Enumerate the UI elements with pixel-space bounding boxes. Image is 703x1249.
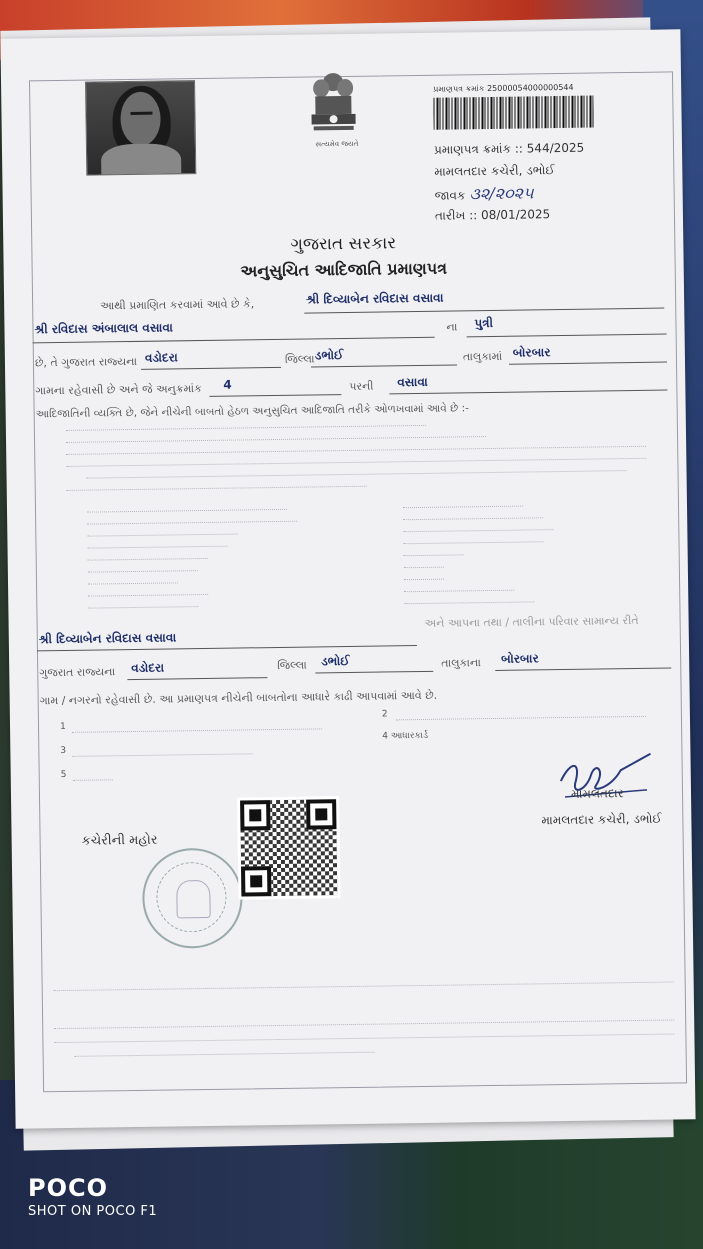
state-city: વડોદરા: [144, 350, 178, 365]
caste-label: પરની: [349, 379, 374, 393]
barcode: [433, 96, 593, 130]
residence-text: અને આપના તથા / તાલીના પરિવાર સામાન્ય રીતે: [424, 613, 639, 630]
certificate-title: અનુસુચિત આદિજાતિ પ્રમાણપત્ર: [240, 258, 448, 281]
doc-1-number: 1: [59, 721, 66, 733]
applicant-photo: [85, 80, 196, 176]
district-value: ડભોઈ: [314, 348, 344, 363]
cert-number: પ્રમાણપત્ર ક્રમાંક :: 544/2025: [433, 140, 585, 157]
intro-text: આથી પ્રમાણિત કરવામાં આવે છે કે,: [100, 297, 255, 313]
state2-label: ગુજરાત રાજ્યના: [39, 665, 116, 680]
applicant-name: શ્રી દિવ્યાબેન રવિદાસ વસાવા: [305, 290, 444, 307]
issue-text: ગામ / નગરનો રહેવાસી છે. આ પ્રમાણપત્ર નીચેની બાબતોના આધારે કાઢી આપવામાં આવે છે.: [39, 688, 438, 708]
page-border: [29, 71, 687, 1092]
taluka2-value: બોરબાર: [501, 651, 539, 666]
signatory-office: મામલતદાર કચેરી, ડભોઈ: [541, 811, 662, 828]
ashoka-emblem-icon: [303, 66, 364, 145]
barcode-number: પ્રમાણપત્ર ક્રમાંક 25000054000000544: [433, 82, 574, 94]
relation-value: પુત્રી: [474, 315, 494, 331]
serial-number: 4: [223, 377, 232, 392]
watermark-brand: POCO: [28, 1174, 109, 1202]
signatory-role: મામલતદાર: [570, 786, 624, 801]
camera-watermark: [28, 1174, 157, 1219]
emblem-caption: સત્યમેવ જયતે: [315, 139, 359, 149]
signature-icon: [550, 750, 661, 812]
taluka-value: બોરબાર: [512, 345, 551, 360]
javak-number: જાવક ૩૨/૨૦૨૫: [434, 183, 534, 204]
father-name: શ્રી રવિદાસ અંબાલાલ વસાવા: [34, 320, 173, 337]
caste-value: વસાવા: [397, 374, 428, 390]
doc-2-number: 2: [381, 709, 388, 720]
issue-date: તારીખ :: 08/01/2025: [434, 207, 551, 223]
doc-5-number: 5: [60, 769, 67, 781]
doc-4-number: 4 આધારકાર્ડ: [382, 730, 429, 742]
taluka-label: તાલુકામાં: [462, 349, 503, 364]
watermark-shot: SHOT ON POCO F1: [28, 1204, 158, 1219]
taluka2-label: તાલુકાના: [441, 656, 481, 670]
government-heading: ગુજરાત સરકાર: [290, 233, 397, 255]
doc-3-number: 3: [60, 745, 67, 757]
state2-city: વડોદરા: [131, 660, 165, 676]
applicant-name-repeat: શ્રી દિવ્યાબેન રવિદાસ વસાવા: [38, 630, 177, 647]
relation-label: ના: [446, 320, 458, 334]
district2-label: જિલ્લા: [277, 658, 307, 672]
stamp-label: કચેરીની મહોર: [81, 832, 158, 849]
district2-value: ડભોઈ: [321, 653, 350, 669]
qr-code-icon: [237, 796, 340, 899]
issuing-office: મામલતદાર કચેરી, ડભોઈ: [434, 163, 555, 179]
tribe-text: આદિજાતિની વ્યક્તિ છે, જેને નીચેની બાબતો હેઠળ અનુસુચિત આદિજાતિ તરીકે ઓળખવામાં આવે છે :-: [35, 402, 469, 421]
state-label: છે, તે ગુજરાત રાજ્યના: [34, 354, 138, 370]
certificate-page: [0, 29, 695, 1128]
barcode-block: [433, 83, 594, 130]
village-label: ગામના રહેવાસી છે અને જે અનુક્રમાંક: [35, 382, 202, 398]
district-label: જિલ્લા: [284, 352, 315, 366]
